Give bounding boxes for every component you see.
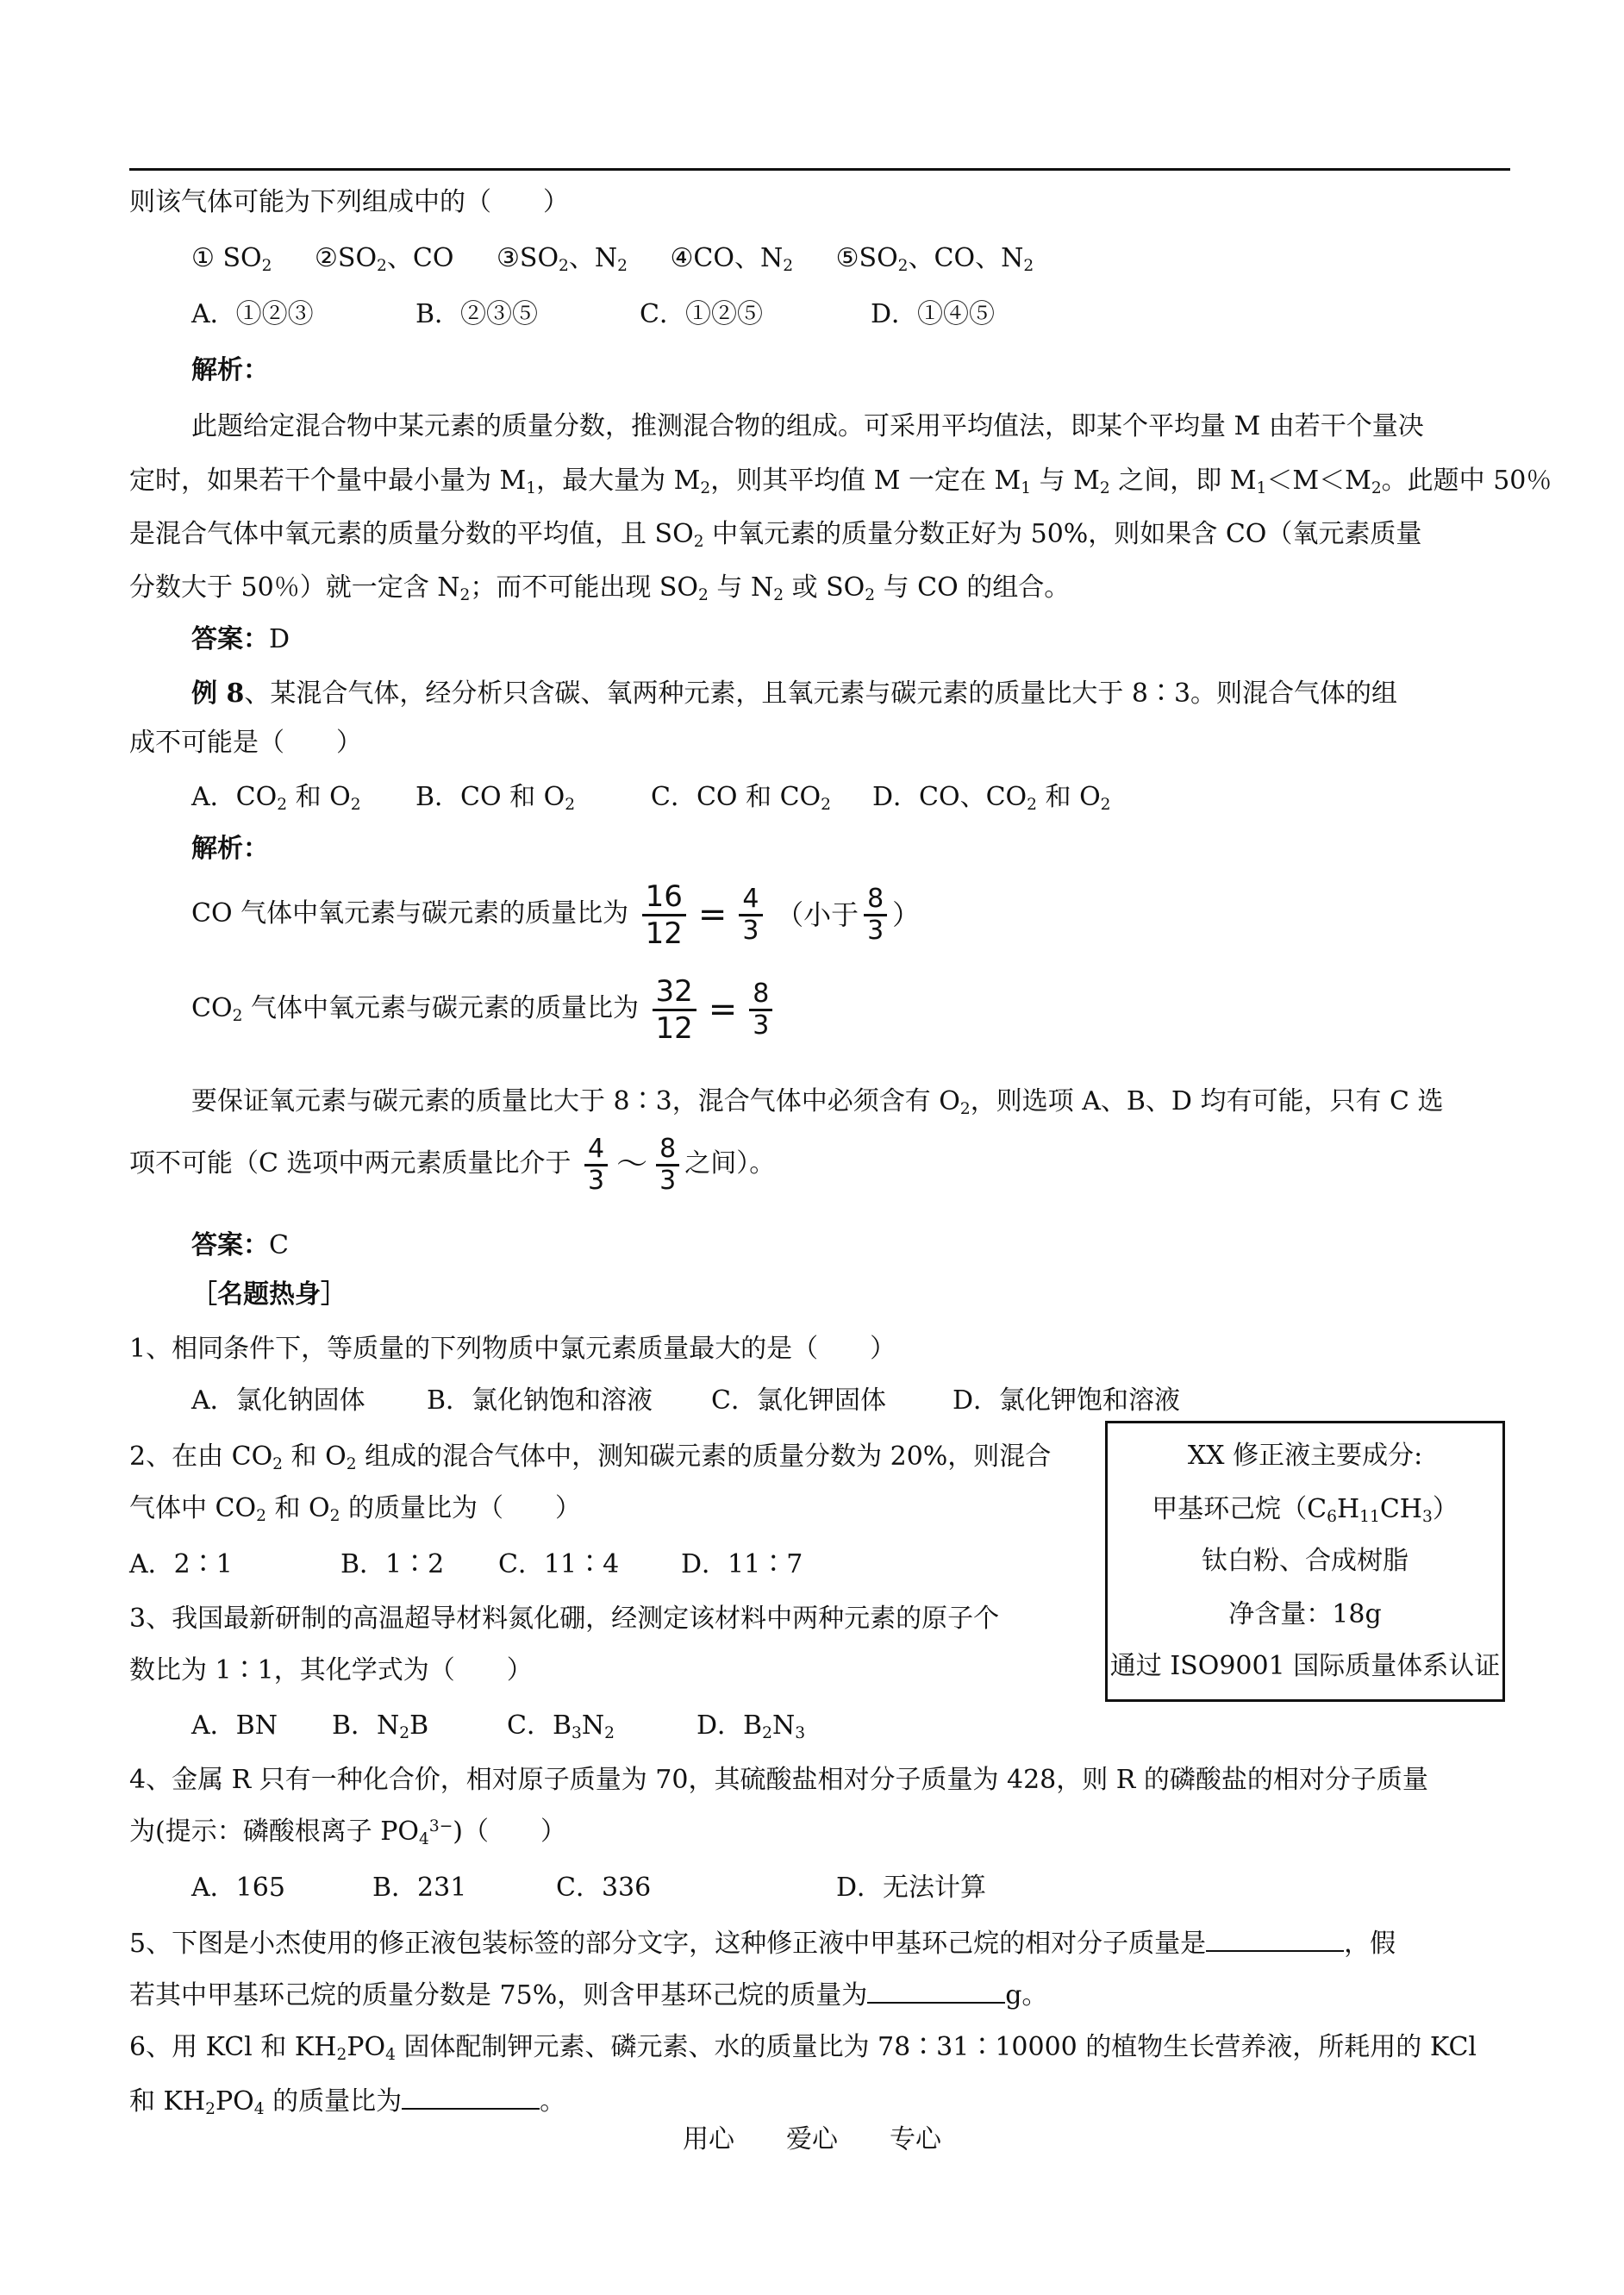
analysis-line-3: 是混合气体中氧元素的质量分数的平均值，且 $SO_2$ 中氧元素的质量分数正好为 50%，则如果含 CO（氧元素质量 bbox=[129, 519, 1422, 552]
choice-c: C．①②⑤ bbox=[640, 299, 763, 329]
q2-choice-b: B．1∶2 bbox=[340, 1549, 445, 1579]
analysis-line-1: 此题给定混合物中某元素的质量分数，推测混合物的组成。可采用平均值法，即某个平均量 M 由若干个量决 bbox=[191, 411, 1424, 441]
label-ingredient-1: 甲基环己烷$(C_6H_{11}CH_3)$ bbox=[1152, 1494, 1458, 1527]
range-high-fraction: $\frac{8}{3}$ bbox=[656, 1135, 679, 1196]
q2-choice-a: A．2∶1 bbox=[129, 1549, 233, 1579]
q4-line-1: 4、金属 R 只有一种化合价，相对原子质量为 70，其硫酸盐相对分子质量为 428，则 R 的磷酸盐的相对分子质量 bbox=[129, 1765, 1428, 1795]
co-note-fraction: $\frac{8}{3}$ bbox=[864, 885, 887, 946]
co-ratio-line: CO 气体中氧元素与碳元素的质量比为 $\frac{16}{12}$ = $\frac{4}{3}$ （小于 $\frac{8}{3}$ ） bbox=[191, 879, 921, 951]
footer-word-1: 用心 bbox=[683, 2124, 734, 2154]
co-result-fraction: $\frac{4}{3}$ bbox=[739, 885, 762, 946]
q2-choice-d: D．11∶7 bbox=[681, 1549, 803, 1579]
label-net-content: 净含量：18g bbox=[1228, 1599, 1382, 1629]
ex8-choice-b: B．CO 和 $O_2$ bbox=[415, 782, 576, 815]
q5-blank-1[interactable] bbox=[1206, 1924, 1344, 1952]
q3-choice-d: D．$B_2N_3$ bbox=[696, 1710, 806, 1743]
section-title: ［名题热身］ bbox=[191, 1279, 347, 1310]
option-list: ① $SO_2$ $②SO_2$、CO $③SO_2$、$N_2$ ④CO、$N_2$ $⑤SO_2$、CO、$N_2$ bbox=[191, 243, 1034, 276]
q2-line-2: 气体中 $CO_2$ 和 $O_2$ 的质量比为（ ） bbox=[129, 1493, 581, 1526]
question-stem: 则该气体可能为下列组成中的（ ） bbox=[129, 187, 569, 217]
choice-d: D．①④⑤ bbox=[871, 299, 996, 329]
q3-line-1: 3、我国最新研制的高温超导材料氮化硼，经测定该材料中两种元素的原子个 bbox=[129, 1604, 1000, 1634]
ex8-analysis-label: 解析： bbox=[191, 834, 269, 864]
analysis-label: 解析： bbox=[191, 355, 269, 385]
correction-fluid-label-box bbox=[1105, 1421, 1505, 1702]
footer-word-2: 爱心 bbox=[786, 2124, 838, 2154]
q3-line-2: 数比为 1∶1，其化学式为（ ） bbox=[129, 1655, 533, 1685]
q2-line-1: 2、在由 $CO_2$ 和 $O_2$ 组成的混合气体中，测知碳元素的质量分数为 20%，则混合 bbox=[129, 1441, 1052, 1474]
q5-blank-2[interactable] bbox=[867, 1976, 1005, 2004]
q5-line-2: 若其中甲基环己烷的质量分数是 75%，则含甲基环己烷的质量为 g。 bbox=[129, 1976, 1047, 2013]
co2-result-fraction: $\frac{8}{3}$ bbox=[749, 979, 772, 1041]
q1-choice-a: A．氯化钠固体 bbox=[191, 1385, 365, 1416]
page-footer bbox=[0, 2117, 1624, 2155]
q3-choice-a: A．BN bbox=[191, 1710, 278, 1741]
example-8-line-2: 成不可能是（ ） bbox=[129, 728, 362, 758]
range-low-fraction: $\frac{4}{3}$ bbox=[584, 1135, 608, 1196]
conclusion-line-1: 要保证氧元素与碳元素的质量比大于 8∶3，混合气体中必须含有 $O_2$，则选项 A、B、D 均有可能，只有 C 选 bbox=[191, 1086, 1444, 1119]
choice-a: A．①②③ bbox=[191, 299, 314, 329]
ex8-choice-d: D．CO、$CO_2$ 和 $O_2$ bbox=[872, 782, 1111, 815]
q4-choice-a: A．165 bbox=[191, 1873, 285, 1903]
footer-word-3: 专心 bbox=[890, 2124, 941, 2154]
q4-choice-c: C．336 bbox=[556, 1873, 652, 1903]
header-rule bbox=[129, 168, 1510, 171]
label-title: XX 修正液主要成分: bbox=[1187, 1441, 1423, 1471]
analysis-line-4: 分数大于 50％）就一定含 $N_2$；而不可能出现 $SO_2$ 与 $N_2$ 或 $SO_2$ 与 CO 的组合。 bbox=[129, 572, 1071, 605]
q4-choice-d: D．无法计算 bbox=[836, 1873, 987, 1903]
q6-line-1: 6、用 KCl 和 $KH_2PO_4$ 固体配制钾元素、磷元素、水的质量比为 78∶31∶10000 的植物生长营养液，所耗用的 KCl bbox=[129, 2032, 1477, 2065]
ex8-choice-c: C．CO 和 $CO_2$ bbox=[651, 782, 831, 815]
q4-line-2: 为(提示：磷酸根离子 $PO_4^{3-}$)（ ） bbox=[129, 1817, 567, 1849]
q2-choice-c: C．11∶4 bbox=[498, 1549, 620, 1579]
answer-line: 答案：D bbox=[191, 624, 290, 654]
q1-choice-d: D．氯化钾饱和溶液 bbox=[953, 1385, 1181, 1416]
label-ingredient-2: 钛白粉、合成树脂 bbox=[1202, 1546, 1409, 1576]
co2-fraction: $\frac{32}{12}$ bbox=[653, 974, 696, 1046]
conclusion-line-2: 项不可能（C 选项中两元素质量比介于 $\frac{4}{3}$ ～ $\frac{8}{3}$ 之间）。 bbox=[129, 1133, 776, 1196]
ex8-answer: 答案：C bbox=[191, 1230, 289, 1260]
q4-choice-b: B．231 bbox=[372, 1873, 467, 1903]
q6-blank[interactable] bbox=[402, 2082, 540, 2110]
q3-choice-c: C．$B_3N_2$ bbox=[507, 1710, 615, 1743]
q1-stem: 1、相同条件下，等质量的下列物质中氯元素质量最大的是（ ） bbox=[129, 1334, 896, 1364]
q1-choice-c: C．氯化钾固体 bbox=[711, 1385, 886, 1416]
q1-choice-b: B．氯化钠饱和溶液 bbox=[427, 1385, 653, 1416]
q6-line-2: 和 $KH_2PO_4$ 的质量比为 。 bbox=[129, 2082, 565, 2119]
analysis-line-2: 定时，如果若干个量中最小量为 $M_1$，最大量为 $M_2$，则其平均值 M 一定在 $M_1$ 与 $M_2$ 之间，即 $M_1<M<M_2$。此题中 50％ bbox=[129, 466, 1552, 498]
q5-line-1: 5、下图是小杰使用的修正液包装标签的部分文字，这种修正液中甲基环己烷的相对分子质量是 ，假 bbox=[129, 1924, 1396, 1961]
example-8-line-1: 例 8、某混合气体，经分析只含碳、氧两种元素，且氧元素与碳元素的质量比大于 8∶3。则混合气体的组 bbox=[191, 678, 1398, 709]
label-certification: 通过 ISO9001 国际质量体系认证 bbox=[1109, 1651, 1501, 1681]
choice-b: B．②③⑤ bbox=[415, 299, 539, 329]
q3-choice-b: B．$N_2B$ bbox=[332, 1710, 429, 1743]
co2-ratio-line: $CO_2$ 气体中氧元素与碳元素的质量比为 $\frac{32}{12}$ = $\frac{8}{3}$ bbox=[191, 970, 778, 1048]
ex8-choice-a: A．$CO_2$ 和 $O_2$ bbox=[191, 782, 361, 815]
co-fraction: $\frac{16}{12}$ bbox=[642, 879, 686, 951]
